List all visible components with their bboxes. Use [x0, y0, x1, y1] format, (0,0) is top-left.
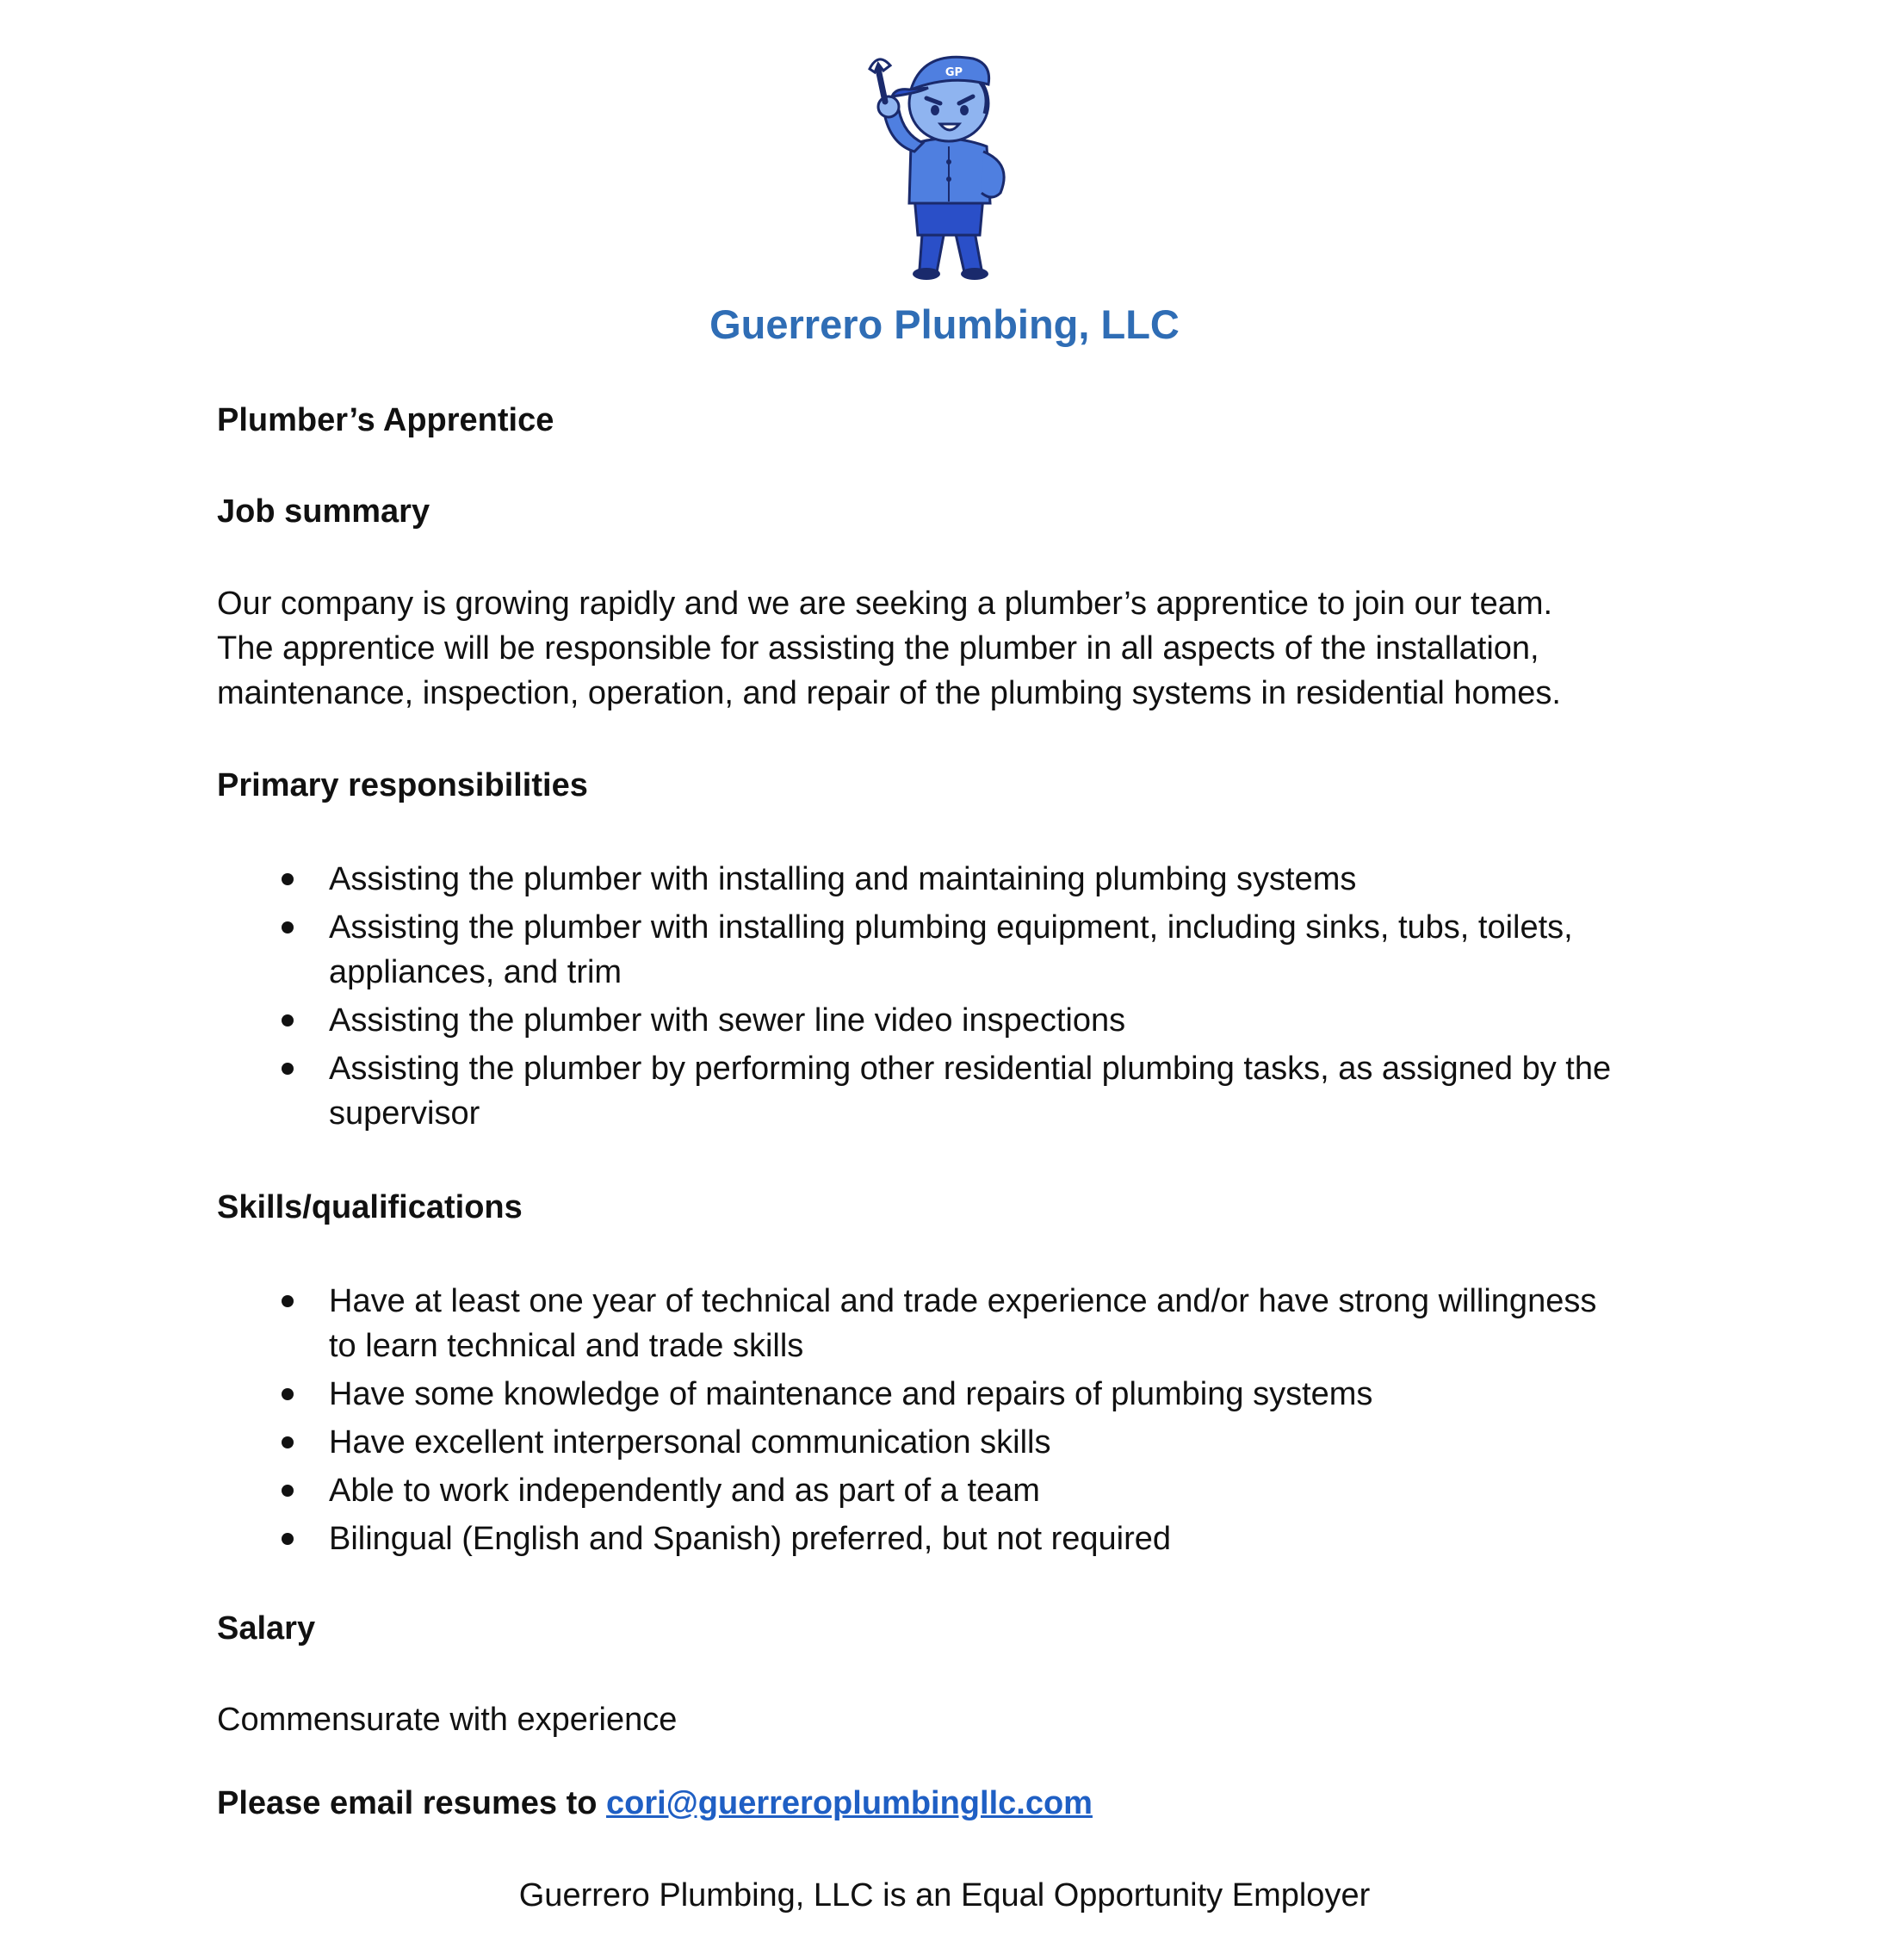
- list-item-text: Assisting the plumber with installing and maintaining plumbing systems: [329, 861, 1357, 897]
- skills-list: [217, 1279, 1732, 1561]
- list-item-text: Have some knowledge of maintenance and repairs of plumbing systems: [329, 1376, 1373, 1412]
- job-summary-heading: Job summary: [217, 493, 430, 530]
- job-summary-paragraph: [217, 581, 1732, 716]
- bullet-icon: [282, 921, 294, 933]
- salary-value: Commensurate with experience: [217, 1702, 678, 1738]
- resume-instructions: [217, 1781, 1093, 1826]
- job-summary-line: The apprentice will be responsible for assisting the plumber in all aspects of the installation,: [217, 630, 1539, 667]
- list-item: [217, 1372, 1732, 1417]
- list-item: [217, 1279, 1732, 1368]
- company-title: Guerrero Plumbing, LLC: [709, 301, 1180, 347]
- list-item: [217, 1046, 1732, 1136]
- list-item-text: appliances, and trim: [329, 954, 622, 990]
- logo-cap-text: GP: [944, 66, 963, 79]
- list-item-text: Assisting the plumber with installing plumbing equipment, including sinks, tubs, toilets,: [329, 909, 1573, 946]
- list-item-text: Bilingual (English and Spanish) preferred, but not required: [329, 1521, 1172, 1557]
- list-item: [217, 857, 1732, 902]
- list-item: [217, 905, 1732, 995]
- bullet-icon: [282, 1063, 294, 1075]
- bullet-icon: [282, 1436, 294, 1448]
- list-item: [217, 998, 1732, 1043]
- bullet-icon: [282, 1485, 294, 1497]
- list-item-text: to learn technical and trade skills: [329, 1328, 804, 1364]
- bullet-icon: [282, 1533, 294, 1545]
- footer-eeo-statement: Guerrero Plumbing, LLC is an Equal Opportunity Employer: [518, 1877, 1371, 1913]
- responsibilities-heading: Primary responsibilities: [217, 767, 588, 803]
- job-title: Plumber’s Apprentice: [217, 402, 554, 438]
- bullet-icon: [282, 1014, 294, 1027]
- list-item-text: Assisting the plumber by performing other residential plumbing tasks, as assigned by the: [329, 1051, 1612, 1087]
- list-item-text: supervisor: [329, 1095, 480, 1132]
- company-logo: [844, 50, 1050, 282]
- bullet-icon: [282, 1295, 294, 1307]
- job-summary-line: Our company is growing rapidly and we are seeking a plumber’s apprentice to join our team.: [217, 586, 1553, 622]
- resume-prefix: Please email resumes to: [217, 1785, 607, 1821]
- list-item: [217, 1420, 1732, 1465]
- list-item-text: Able to work independently and as part of a team: [329, 1473, 1040, 1509]
- responsibilities-list: [217, 857, 1732, 1136]
- bullet-icon: [282, 1388, 294, 1400]
- job-summary-line: maintenance, inspection, operation, and repair of the plumbing systems in residential homes.: [217, 675, 1561, 711]
- list-item-text: Have excellent interpersonal communication skills: [329, 1424, 1051, 1461]
- list-item: [217, 1517, 1732, 1561]
- email-link[interactable]: cori@guerreroplumbingllc.com: [606, 1785, 1093, 1821]
- list-item: [217, 1468, 1732, 1513]
- bullet-icon: [282, 873, 294, 885]
- list-item-text: Assisting the plumber with sewer line video inspections: [329, 1002, 1126, 1039]
- salary-text: [217, 1697, 1732, 1742]
- list-item-text: Have at least one year of technical and trade experience and/or have strong willingness: [329, 1283, 1597, 1319]
- skills-heading: Skills/qualifications: [217, 1189, 523, 1225]
- plumber-mascot-icon: [844, 50, 1050, 282]
- salary-heading: Salary: [217, 1610, 316, 1647]
